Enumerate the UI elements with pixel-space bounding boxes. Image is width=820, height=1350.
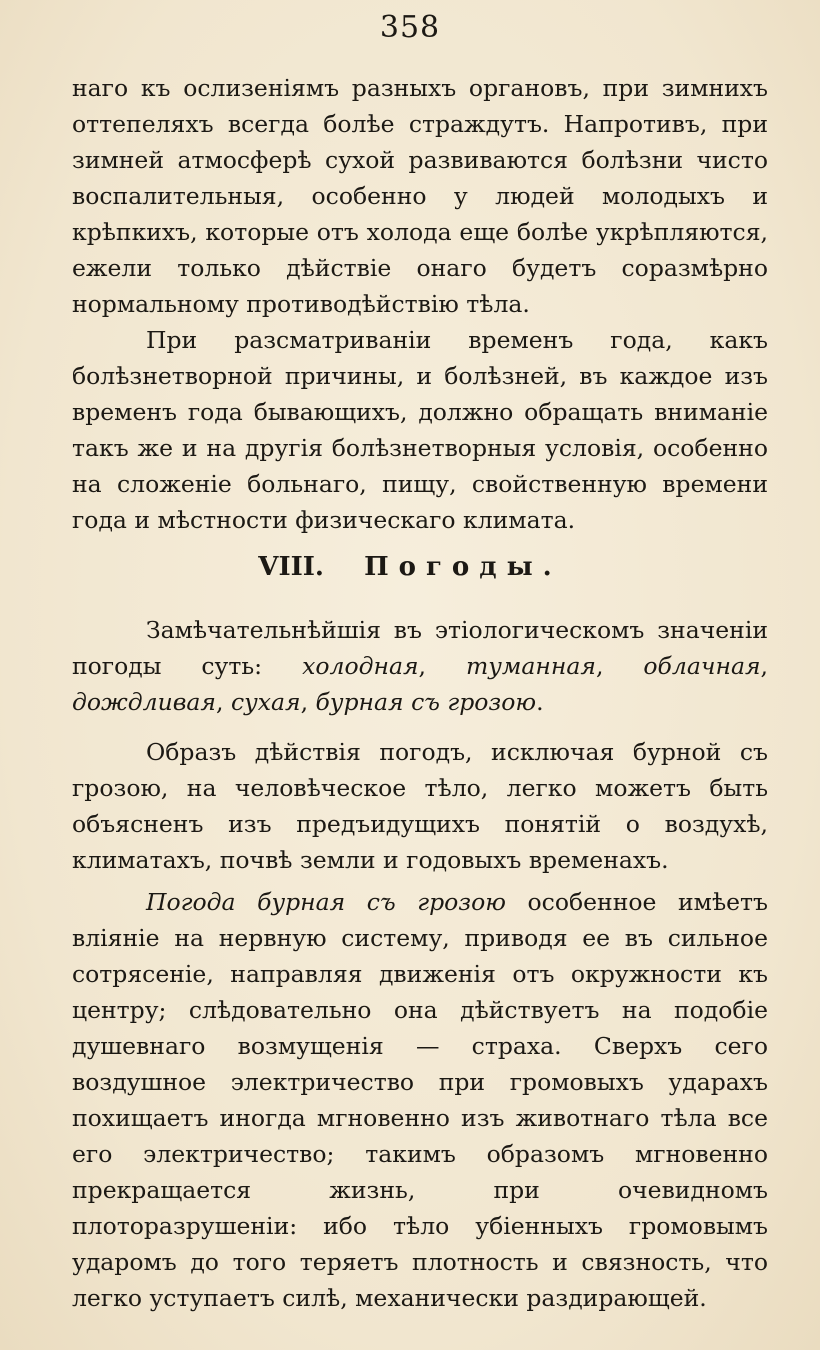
weather-term: туманная bbox=[465, 652, 596, 680]
intro-text: Замѣчательнѣйшія въ этіологическомъ значеніи погоды суть: bbox=[72, 616, 768, 680]
paragraph-text: наго къ ослизеніямъ разныхъ органовъ, при зимнихъ оттепеляхъ всегда болѣе страждутъ. Напротивъ, при зимней атмосферѣ сухой развиваются болѣзни чисто воспалительныя, особенно у людей молодыхъ и крѣпкихъ, которые отъ холода еще болѣе укрѣпляются, ежели только дѣйствіе онаго будетъ соразмѣрно нормальному противодѣйствію тѣла. bbox=[72, 74, 768, 318]
paragraph-weather-types bbox=[72, 612, 768, 720]
weather-term: облачная bbox=[643, 652, 761, 680]
paragraph-seasons bbox=[72, 322, 768, 538]
page-number: 358 bbox=[379, 10, 441, 45]
paragraph-thunderstorm bbox=[72, 884, 768, 1316]
paragraph-text: Замѣчательнѣйшія въ этіологическомъ значеніи погоды суть: холодная, туманная, облачная, дождливая, сухая, бурная съ грозою. bbox=[72, 616, 768, 716]
paragraph-winter-diseases bbox=[72, 70, 768, 322]
weather-term: дождливая bbox=[72, 688, 216, 716]
paragraph-text bbox=[72, 884, 768, 1316]
body-text: особенное имѣетъ вліяніе на нервную систему, приводя ее въ сильное сотрясеніе, направляя движенія отъ окружности къ центру; слѣдовательно она дѣйствуетъ на подобіе душевнаго возмущенія — страха. Сверхъ сего воздушное электричество при громовыхъ ударахъ похищаетъ иногда мгновенно изъ животнаго тѣла все его электричество; такимъ образомъ мгновенно прекращается жизнь, при очевидномъ плоторазрушеніи: ибо тѣло убіенныхъ громовымъ ударомъ до того теряетъ плотность и связность, что легко уступаетъ силѣ, механически раздирающей. bbox=[72, 888, 768, 1312]
weather-term: сухая bbox=[230, 688, 301, 716]
weather-term: холодная bbox=[302, 652, 419, 680]
weather-term: бурная съ грозою bbox=[315, 688, 537, 716]
paragraph-text: Образъ дѣйствія погодъ, исключая бурной съ грозою, на человѣческое тѣло, легко можетъ быть объясненъ изъ предъидущихъ понятій о воздухѣ, климатахъ, почвѣ земли и годовыхъ временахъ. bbox=[72, 738, 768, 874]
section-title: Погоды. bbox=[364, 552, 562, 582]
italic-phrase: Погода бурная съ грозою bbox=[146, 888, 506, 916]
paragraph-text: При разсматриваніи временъ года, какъ болѣзнетворной причины, и болѣзней, въ каждое изъ временъ года бывающихъ, должно обращать вниманіе такъ же и на другія болѣзнетворныя условія, особенно на сложеніе больнаго, пищу, свойственную времени года и мѣстности физическаго климата. bbox=[72, 326, 768, 534]
section-heading bbox=[0, 552, 820, 582]
section-numeral: VIII. bbox=[258, 552, 324, 582]
paragraph-weather-effects bbox=[72, 734, 768, 878]
